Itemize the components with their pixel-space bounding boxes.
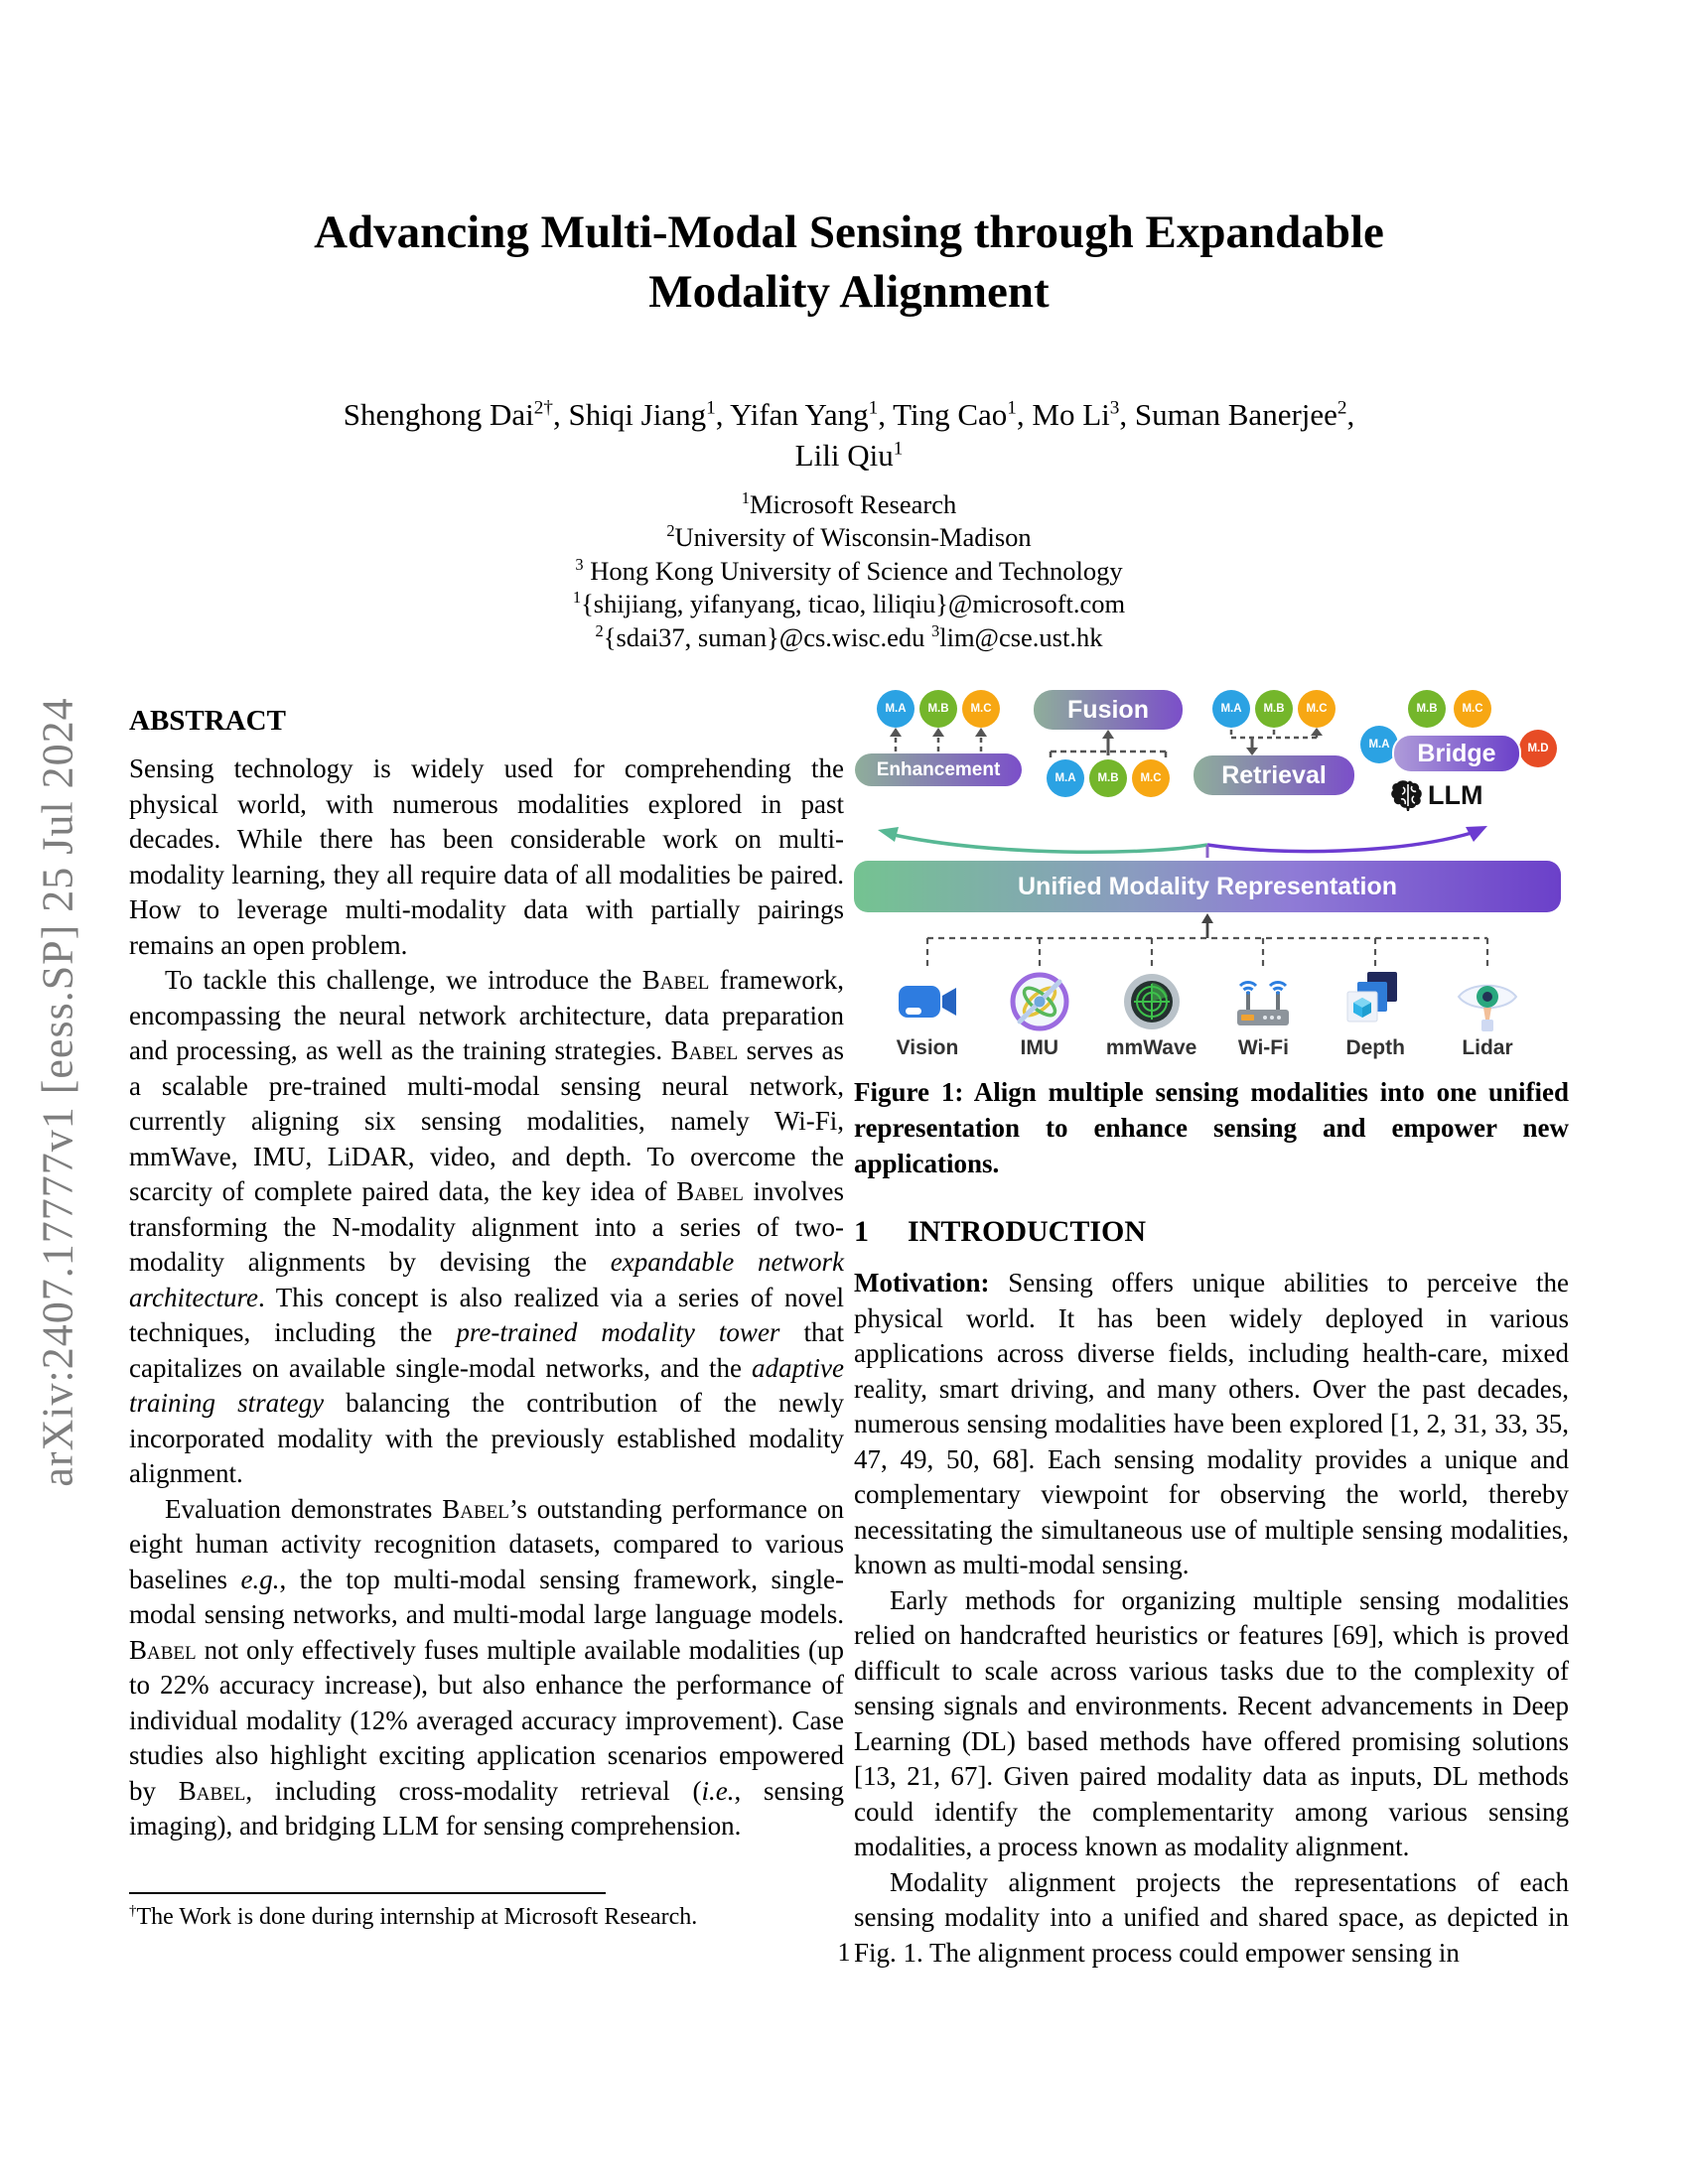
affiliation-2: $^2$University of Wisconsin-Madison: [666, 521, 1032, 553]
affiliation-email-2: $^2${sdai37, suman}@cs.wisc.edu $^3$lim@cse.ust.hk: [595, 620, 1103, 652]
figure-caption: Figure 1: Align multiple sensing modalities into one unified representation to enhance sensing and empower new applications.: [854, 1077, 1569, 1178]
retrieval-arrows-icon: [1195, 728, 1353, 755]
modality-depth: [1324, 970, 1427, 1060]
modality-b-circle: M.B: [1089, 759, 1127, 797]
affiliations: [129, 488, 1569, 654]
modality-a-circle: M.A: [1360, 726, 1398, 763]
enhancement-group: [854, 690, 1023, 786]
modality-icons-row: [854, 970, 1561, 1060]
figure-1: [854, 690, 1561, 1060]
fusion-pill: Fusion: [1034, 690, 1183, 730]
retrieval-group: [1194, 690, 1354, 795]
abstract-heading: ABSTRACT: [129, 705, 286, 737]
modality-mmwave: [1100, 970, 1203, 1060]
modality-label: IMU: [1020, 1036, 1059, 1059]
modality-d-circle: M.D: [1519, 730, 1557, 767]
intro-paragraph: Modality alignment projects the representations of each sensing modality into a unified and shared space, as depicted in Fig. 1. The alignment process could empower sensing in: [854, 1866, 1569, 1968]
page-title: Advancing Multi-Modal Sensing through Expandable Modality Alignment: [314, 206, 1384, 319]
modality-label: Lidar: [1462, 1036, 1513, 1059]
modality-a-circle: M.A: [1047, 759, 1084, 797]
arxiv-watermark: arXiv:2407.17777v1 [eess.SP] 25 Jul 2024: [33, 697, 82, 1487]
intro-paragraph: Early methods for organizing multiple sensing modalities relied on handcrafted heuristics or features [69], which is proved difficult to scale across various tasks due to the complexity of sensing signals and environments. Recent advancements in Deep Learning (DL) based methods have offered promising solutions [13, 21, 67]. Given paired modality data as inputs, DL methods could identify the complementarity among various sensing modalities, a process known as modality alignment.: [854, 1584, 1569, 1861]
modality-a-circle: M.A: [877, 690, 914, 728]
radar-icon: [1120, 970, 1184, 1033]
fusion-group: [1029, 690, 1188, 797]
merge-arrow-icon: [1029, 730, 1188, 759]
left-column: [129, 705, 844, 1844]
affiliation-3: $^3$ Hong Kong University of Science and Technology: [575, 554, 1123, 586]
footnote-rule: [129, 1892, 606, 1894]
lidar-eye-icon: [1456, 970, 1519, 1033]
modality-label: Depth: [1345, 1036, 1405, 1059]
retrieval-pill: Retrieval: [1194, 755, 1354, 795]
modality-b-circle: M.B: [1408, 690, 1446, 728]
author-line-2: Lili Qiu$^1$: [794, 437, 904, 473]
figure-application-groups: [854, 690, 1561, 823]
modality-label: mmWave: [1105, 1036, 1197, 1059]
author-line-1: Shenghong Dai$^{2\dagger}$, Shiqi Jiang$^1$, Yifan Yang$^1$, Ting Cao$^1$, Mo Li$^3$, Suman Banerjee$^2$,: [343, 397, 1355, 432]
intro-paragraph: Motivation: Sensing offers unique abilities to perceive the physical world. It has been widely deployed in various applications across diverse fields, including health-care, mixed reality, smart driving, and many others. Over the past decades, numerous sensing modalities have been explored [1, 2, 31, 33, 35, 47, 49, 50, 68]. Each sensing modality provides a unique and complementary viewpoint for observing the world, thereby necessitating the simultaneous use of multiple sensing modalities, known as multi-modal sensing.: [854, 1268, 1569, 1579]
modality-lidar: [1436, 970, 1539, 1060]
modality-c-circle: M.C: [1298, 690, 1336, 728]
modality-wifi: [1211, 970, 1315, 1060]
wifi-router-icon: [1231, 970, 1295, 1033]
abstract-paragraph: To tackle this challenge, we introduce the Babel framework, encompassing the neural network architecture, data preparation and processing, as well as the training strategies. Babel serves as a scalable pre-trained multi-modal sensing neural network, currently aligning six sensing modalities, namely Wi-Fi, mmWave, IMU, LiDAR, video, and depth. To overcome the scarcity of complete paired data, the key idea of Babel involves transforming the N-modality alignment into a series of two-modality alignments by devising the expandable network architecture. This concept is also realized via a series of novel techniques, including the pre-trained modality tower that capitalizes on available single-modal networks, and the adaptive training strategy balancing the contribution of the newly incorporated modality with the previously established modality alignment.: [129, 965, 844, 1488]
modality-c-circle: M.C: [1454, 690, 1491, 728]
imu-gyroscope-icon: [1008, 970, 1071, 1033]
modality-label: Wi-Fi: [1237, 1036, 1289, 1059]
modality-b-circle: M.B: [919, 690, 957, 728]
swoosh-arrow-icon: [854, 823, 1561, 859]
abstract-paragraph: Evaluation demonstrates Babel’s outstanding performance on eight human activity recognition datasets, compared to various baselines e.g., the top multi-modal sensing framework, single-modal sensing networks, and multi-modal large language models. Babel not only effectively fuses multiple available modalities (up to 22% accuracy increase), but also enhance the performance of individual modality (12% averaged accuracy improvement). Case studies also highlight exciting application scenarios empowered by Babel, including cross-modality retrieval (i.e., sensing imaging), and bridging LLM for sensing comprehension.: [129, 1493, 845, 1841]
depth-cubes-icon: [1343, 970, 1407, 1033]
llm-label: LLM: [1428, 779, 1483, 810]
modality-a-circle: M.A: [1212, 690, 1250, 728]
brain-icon: [1390, 779, 1426, 811]
section-number: 1: [854, 1215, 869, 1248]
author-list: [129, 395, 1569, 477]
enhancement-pill: Enhancement: [855, 753, 1022, 786]
unified-modality-representation-bar: Unified Modality Representation: [854, 861, 1561, 912]
bridge-pill: Bridge: [1392, 734, 1521, 773]
affiliation-email-1: $^1${shijiang, yifanyang, ticao, liliqiu}@microsoft.com: [572, 588, 1126, 619]
abstract-paragraph: Sensing technology is widely used for comprehending the physical world, with numerous modalities explored in past decades. While there has been considerable work on multi-modality learning, they all require data of all modalities be paired. How to leverage multi-modality data with partially pairings remains an open problem.: [129, 753, 844, 960]
modality-c-circle: M.C: [1132, 759, 1170, 797]
modality-c-circle: M.C: [962, 690, 1000, 728]
modality-b-circle: M.B: [1255, 690, 1293, 728]
page-number: 1: [837, 1938, 851, 1967]
section-title: INTRODUCTION: [908, 1215, 1147, 1248]
modality-imu: [988, 970, 1091, 1060]
introduction-heading: [854, 1215, 1569, 1249]
affiliation-1: $^1$Microsoft Research: [741, 488, 957, 519]
connector-dashes-icon: [854, 912, 1561, 970]
llm-block: [1390, 779, 1482, 811]
right-column: [854, 690, 1569, 1971]
video-camera-icon: [896, 970, 959, 1033]
footnote-text: †The Work is done during internship at Microsoft Research.: [129, 1903, 698, 1930]
modality-vision: [876, 970, 979, 1060]
up-arrows-icon: [854, 728, 1023, 753]
bridge-group: [1360, 690, 1561, 823]
modality-label: Vision: [896, 1036, 959, 1059]
footnote: [129, 1892, 844, 1933]
